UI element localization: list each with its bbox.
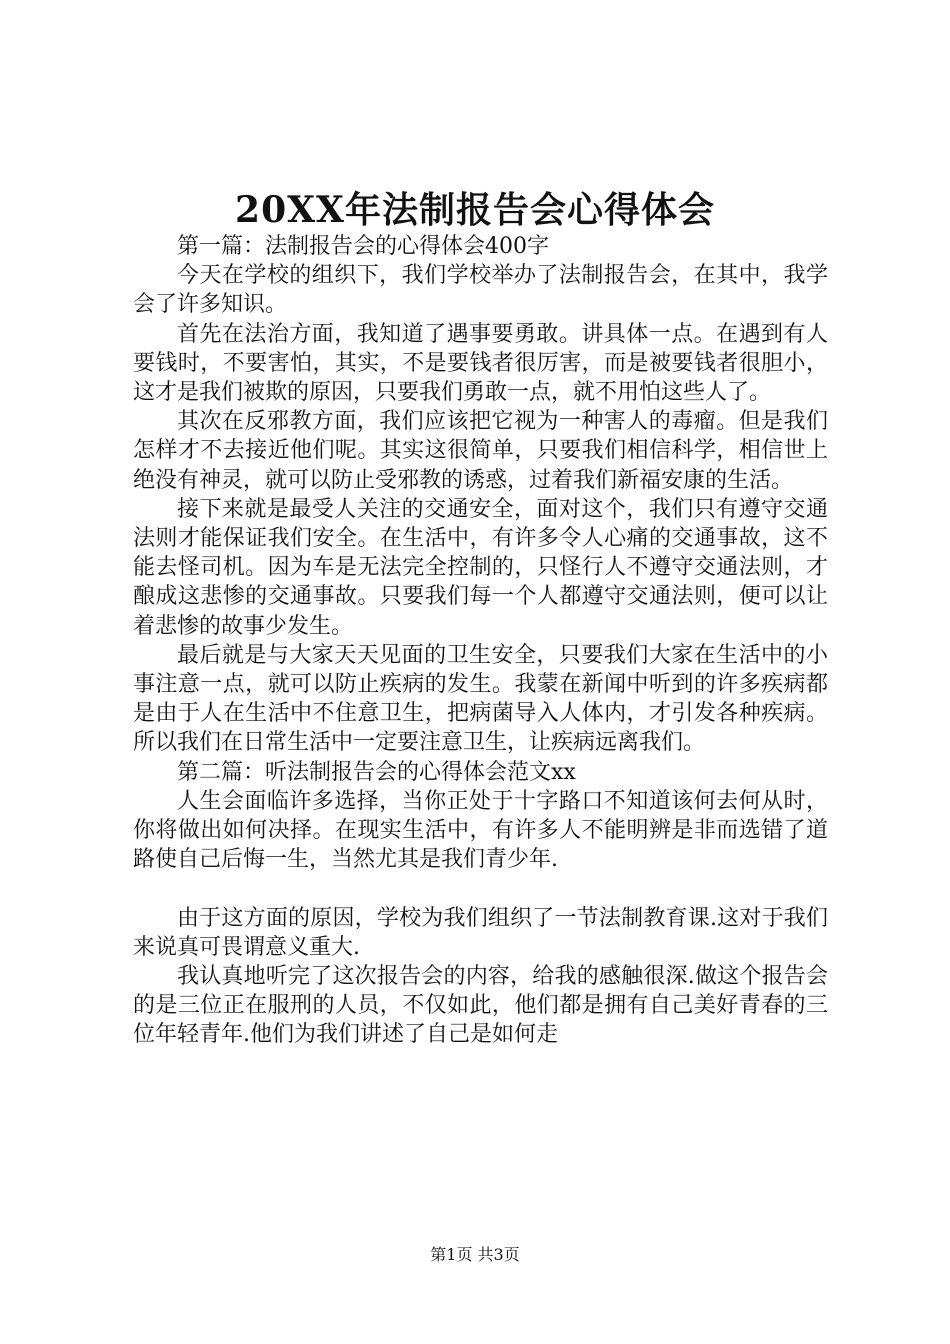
document-body xyxy=(133,232,828,1050)
page-number: 第1页 共3页 xyxy=(430,1245,520,1264)
paragraph: 接下来就是最受人关注的交通安全，面对这个，我们只有遵守交通法则才能保证我们安全。在生活中，有许多令人心痛的交通事故，这不能去怪司机。因为车是无法完全控制的，只怪行人不遵守交通法则，才酿成这悲惨的交通事故。只要我们每一个人都遵守交通法则，便可以让着悲惨的故事少发生。 xyxy=(133,496,828,639)
section-heading: 第二篇：听法制报告会的心得体会范文xx xyxy=(177,759,576,785)
paragraph: 我认真地听完了这次报告会的内容，给我的感触很深.做这个报告会的是三位正在服刑的人员，不仅如此，他们都是拥有自己美好青春的三位年轻青年.他们为我们讲述了自己是如何走 xyxy=(133,964,828,1048)
paragraph: 人生会面临许多选择，当你正处于十字路口不知道该何去何从时，你将做出如何决择。在现实生活中，有许多人不能明辨是非而选错了道路使自己后悔一生，当然尤其是我们青少年. xyxy=(133,788,828,873)
paragraph: 最后就是与大家天天见面的卫生安全，只要我们大家在生活中的小事注意一点，就可以防止疾病的发生。我蒙在新闻中听到的许多疾病都是由于人在生活中不住意卫生，把病菌导入人体内，才引发各种疾病。所以我们在日常生活中一定要注意卫生，让疾病远离我们。 xyxy=(133,642,828,756)
paragraph: 其次在反邪教方面，我们应该把它视为一种害人的毒瘤。但是我们怎样才不去接近他们呢。其实这很简单，只要我们相信科学，相信世上绝没有神灵，就可以防止受邪教的诱惑，过着我们新福安康的生活。 xyxy=(133,409,828,493)
paragraph: 由于这方面的原因，学校为我们组织了一节法制教育课.这对于我们来说真可畏谓意义重大. xyxy=(133,905,828,960)
document-title: 20XX年法制报告会心得体会 xyxy=(235,189,715,231)
section-heading: 第一篇：法制报告会的心得体会400字 xyxy=(177,234,549,259)
paragraph: 首先在法治方面，我知道了遇事要勇敢。讲具体一点。在遇到有人要钱时，不要害怕，其实，不是要钱者很厉害，而是被要钱者很胆小，这才是我们被欺的原因，只要我们勇敢一点，就不用怕这些人了。 xyxy=(133,321,828,406)
paragraph: 今天在学校的组织下，我们学校举办了法制报告会，在其中，我学会了许多知识。 xyxy=(133,263,828,318)
